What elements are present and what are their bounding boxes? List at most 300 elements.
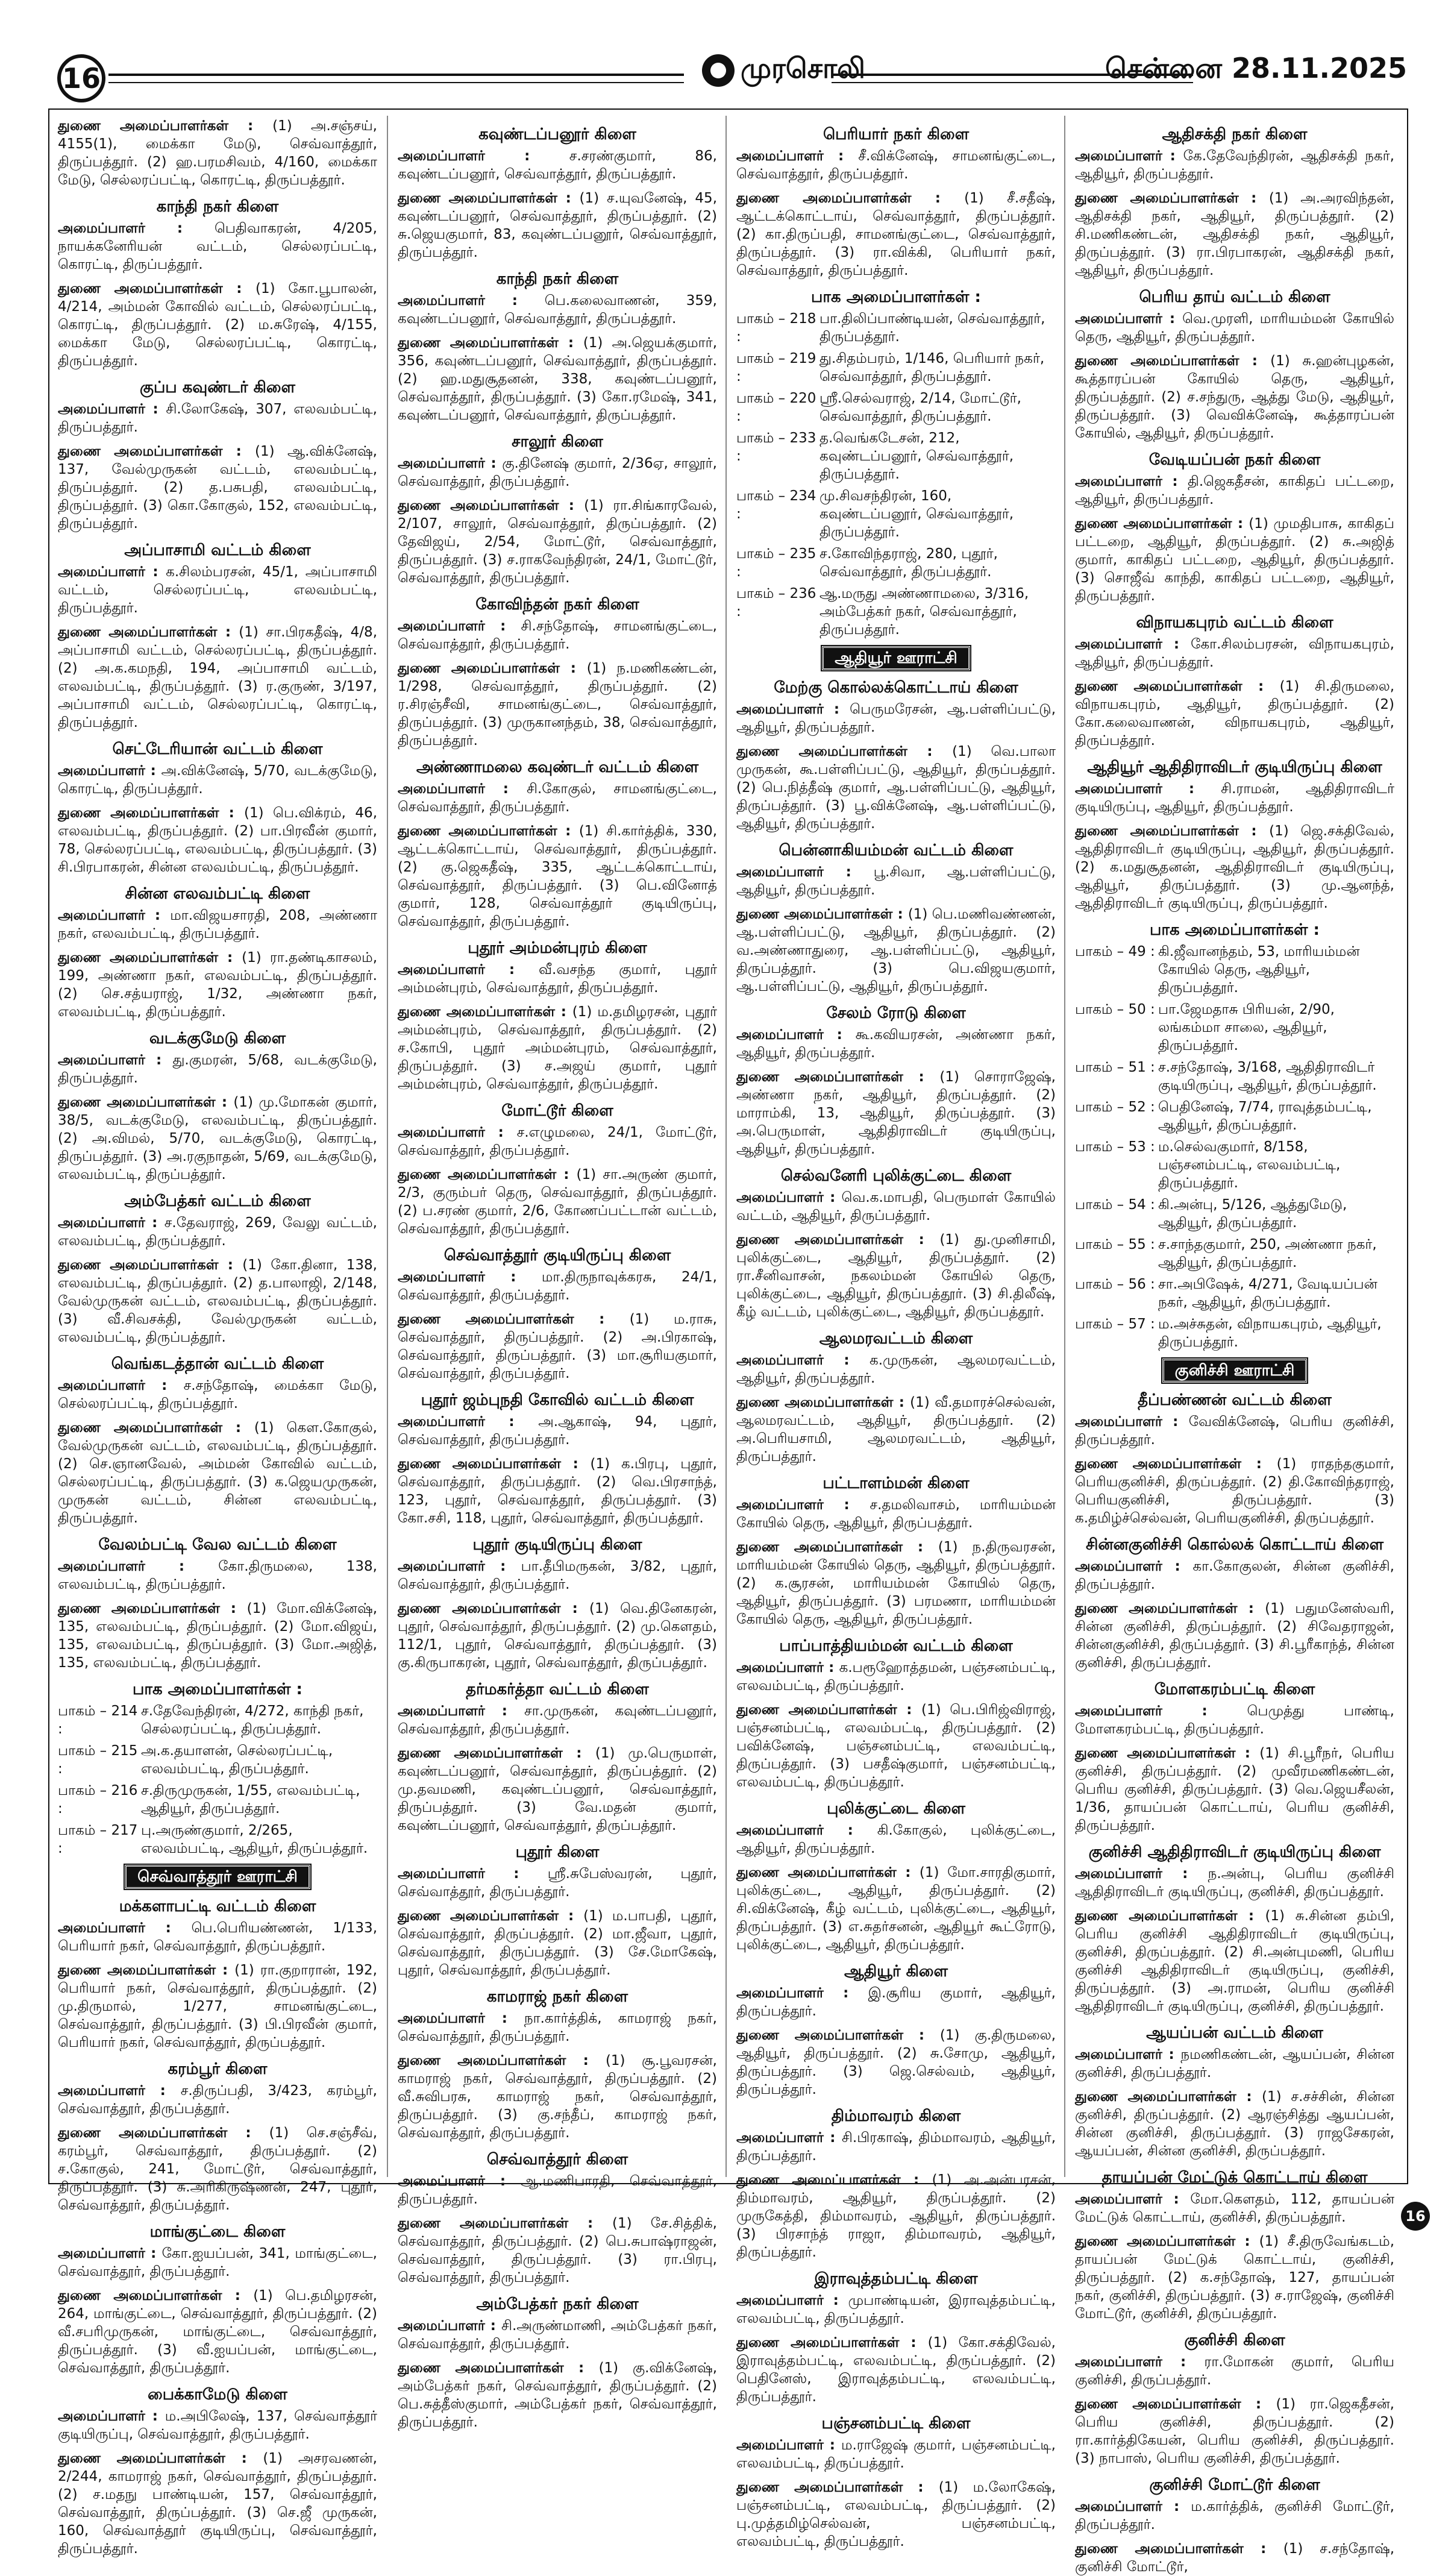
member-paragraph: துணை அமைப்பாளர்கள் : (1) ரா.தண்டிகாசலம், 199, அண்ணா நகர், எலவம்பட்டி, திருப்பத்தூர். (2) செ.சத்யராஜ், 1/32, அண்ணா நகர், எலவம்பட்டி, திருப்பத்தூர். bbox=[58, 950, 378, 1020]
role-label: அமைப்பாளர் : bbox=[398, 148, 569, 164]
role-label: துணை அமைப்பாளர்கள் : bbox=[1075, 2089, 1262, 2105]
role-label: அமைப்பாளர் : bbox=[58, 1920, 192, 1936]
booth-number: பாகம் – 54 : bbox=[1075, 1197, 1155, 1213]
role-label: துணை அமைப்பாளர்கள் : bbox=[398, 1601, 590, 1616]
member-paragraph: அமைப்பாளர் : ம.ராஜேஷ் குமார், பஞ்சனம்பட்டி, எலவம்பட்டி, திருப்பத்தூர். bbox=[736, 2437, 1056, 2471]
branch-heading: செல்வனேரி புலிக்குட்டை கிளை bbox=[780, 1167, 1012, 1185]
member-paragraph: துணை அமைப்பாளர்கள் : (1) மு.மோகன் குமார், 38/5, வடக்குமேடு, எலவம்பட்டி, திருப்பத்தூர். (2) அ.விமல், 5/70, வடக்குமேடு, கொரட்டி, திருப்பத்தூர். (3) அ.ரகுநாதன், 5/69, வடக்குமேடு, எலவம்பட்டி, திருப்பத்தூர். bbox=[58, 1095, 377, 1183]
member-paragraph: துணை அமைப்பாளர்கள் : (1) சா.அருண் குமார், 2/3, குரும்பர் தெரு, செவ்வாத்தூர், திருப்பத்தூர். (2) ப.சரண் குமார், 2/6, கோணப்பட்டான் வட்டம், செவ்வாத்தூர், திருப்பத்தூர். bbox=[398, 1167, 717, 1237]
role-label: துணை அமைப்பாளர்கள் : bbox=[736, 1232, 940, 1248]
member-paragraph: அமைப்பாளர் : தி.ஜெகதீசன், காகிதப் பட்டறை, ஆதியூர், திருப்பத்தூர். bbox=[1075, 474, 1394, 507]
role-label: துணை அமைப்பாளர்கள் : bbox=[736, 906, 908, 922]
role-label: அமைப்பாளர் : bbox=[398, 2318, 501, 2334]
branch-heading: ஆதியூர் கிளை bbox=[844, 1962, 948, 1981]
role-label: அமைப்பாளர் : bbox=[58, 1052, 173, 1068]
role-label: துணை அமைப்பாளர்கள் : bbox=[736, 2172, 932, 2188]
column-4 bbox=[1075, 117, 1395, 2575]
booth-number: பாகம் – 217 : bbox=[58, 1823, 138, 1856]
role-label: துணை அமைப்பாளர்கள் : bbox=[736, 2480, 939, 2495]
branch-heading: விநாயகபுரம் வட்டம் கிளை bbox=[1136, 614, 1333, 632]
member-paragraph: அமைப்பாளர் : மா.திருநாவுக்கரசு, 24/1, செவ்வாத்தூர், திருப்பத்தூர். bbox=[398, 1269, 717, 1303]
booth-number: பாகம் – 57 : bbox=[1075, 1316, 1155, 1332]
member-paragraph: அமைப்பாளர் : பெ.பெரியண்ணன், 1/133, பெரியார் நகர், செவ்வாத்தூர், திருப்பத்தூர். bbox=[58, 1920, 377, 1954]
role-label: அமைப்பாளர் : bbox=[736, 1985, 868, 2001]
branch-heading: பாப்பாத்தியம்மன் வட்டம் கிளை bbox=[779, 1637, 1013, 1655]
member-paragraph: அமைப்பாளர் : மா.விஜயசாரதி, 208, அண்ணா நகர், எலவம்பட்டி, திருப்பத்தூர். bbox=[58, 908, 377, 941]
member-paragraph: துணை அமைப்பாளர்கள் : (1) சே.சித்திக், செவ்வாத்தூர், திருப்பத்தூர். (2) பெ.சுபாஷ்ராஜன், செவ்வாத்தூர், திருப்பத்தூர். (3) ரா.பிரபு, செவ்வாத்தூர், திருப்பத்தூர். bbox=[398, 2216, 717, 2285]
booth-number: பாகம் – 52 : bbox=[1075, 1099, 1155, 1115]
booth-entry bbox=[1075, 1196, 1394, 1232]
branch-heading: சாலூர் கிளை bbox=[512, 433, 603, 451]
page-header bbox=[48, 42, 1407, 108]
role-label: துணை அமைப்பாளர்கள் : bbox=[58, 950, 242, 966]
role-label: துணை அமைப்பாளர்கள் : bbox=[1075, 190, 1269, 206]
role-label: துணை அமைப்பாளர்கள் : bbox=[736, 190, 965, 206]
branch-heading: வேலம்பட்டி வேல வட்டம் கிளை bbox=[98, 1536, 337, 1554]
role-label: துணை அமைப்பாளர்கள் : bbox=[58, 1601, 247, 1616]
role-label: அமைப்பாளர் : bbox=[398, 1559, 521, 1574]
member-paragraph: அமைப்பாளர் : க.முருகன், ஆலமரவட்டம், ஆதியூர், திருப்பத்தூர். bbox=[736, 1352, 1056, 1386]
member-paragraph: துணை அமைப்பாளர்கள் : (1) ம.தமிழரசன், புதூர் அம்மன்புரம், செவ்வாத்தூர், திருப்பத்தூர். (2) ச.கோபி, புதூர் அம்மன்புரம், செவ்வாத்தூர், திருப்பத்தூர். (3) ச.அஜய் குமார், புதூர் அம்மன்புரம், செவ்வாத்தூர், திருப்பத்தூர். bbox=[398, 1004, 718, 1092]
role-label: துணை அமைப்பாளர்கள் : bbox=[1075, 679, 1280, 694]
member-paragraph: அமைப்பாளர் : சி.பிரகாஷ், திம்மாவரம், ஆதியூர், திருப்பத்தூர். bbox=[736, 2130, 1056, 2164]
role-label: அமைப்பாளர் : bbox=[58, 763, 161, 779]
member-paragraph: துணை அமைப்பாளர்கள் : (1) மோ.சாரதிகுமார், புலிக்குட்டை, ஆதியூர், திருப்பத்தூர். (2) சி.விக்னேஷ், கீழ் வட்டம், புலிக்குட்டை, ஆதியூர், திருப்பத்தூர். (3) எ.சுதர்சனன், ஆதியூர் கூட்ரோடு, புலிக்குட்டை, ஆதியூர், திருப்பத்தூர். bbox=[736, 1865, 1056, 1953]
member-paragraph: துணை அமைப்பாளர்கள் : (1) கௌ.கோகுல், வேல்முருகன் வட்டம், எலவம்பட்டி, திருப்பத்தூர். (2) செ.ஞானவேல், அம்மன் கோவில் வட்டம், செல்லரப்பட்டி, திருப்பத்தூர். (3) க.ஜெயமுருகன், முருகன் வட்டம், சின்ன எலவம்பட்டி, திருப்பத்தூர். bbox=[58, 1420, 377, 1526]
role-label: துணை அமைப்பாளர்கள் : bbox=[398, 498, 584, 514]
role-label: துணை அமைப்பாளர்கள் : bbox=[736, 2028, 940, 2043]
role-label: அமைப்பாளர் : bbox=[1075, 148, 1183, 164]
member-paragraph: துணை அமைப்பாளர்கள் : (1) பெ.விக்ரம், 46, எலவம்பட்டி, திருப்பத்தூர். (2) பா.பிரவீன் குமார், 78, செல்லரப்பட்டி, எலவம்பட்டி, திருப்பத்தூர். (3) சி.பிரபாகரன், சின்ன எலவம்பட்டி, திருப்பத்தூர். bbox=[58, 805, 378, 875]
role-label: அமைப்பாளர் : bbox=[1075, 1414, 1189, 1430]
role-label: அமைப்பாளர் : bbox=[58, 564, 166, 580]
footer-page-number: 16 bbox=[1401, 2202, 1430, 2231]
panchayat-banner: செவ்வாத்தூர் ஊராட்சி bbox=[125, 1865, 310, 1889]
member-paragraph: துணை அமைப்பாளர்கள் : (1) ரா.ஜெகதீசன், பெரிய குனிச்சி, திருப்பத்தூர். (2) ரா.கார்த்திகேயன், பெரிய குனிச்சி, திருப்பத்தூர். (3) நாபாஸ், பெரிய குனிச்சி, திருப்பத்தூர். bbox=[1075, 2396, 1394, 2466]
role-label: துணை அமைப்பாளர்கள் : bbox=[736, 744, 953, 759]
role-label: அமைப்பாளர் : bbox=[736, 864, 874, 880]
branch-heading: குனிச்சி மோட்டூர் கிளை bbox=[1149, 2476, 1320, 2494]
member-paragraph: துணை அமைப்பாளர்கள் : (1) ம.பாபதி, புதூர், செவ்வாத்தூர், திருப்பத்தூர். (2) மா.ஜீவா, புதூர், செவ்வாத்தூர், திருப்பத்தூர். (3) சே.மோகேஷ், புதூர், செவ்வாத்தூர், திருப்பத்தூர். bbox=[398, 1908, 717, 1978]
column-divider bbox=[387, 116, 388, 2177]
role-label: துணை அமைப்பாளர்கள் : bbox=[736, 2335, 928, 2351]
booth-entry bbox=[736, 585, 1056, 639]
role-label: அமைப்பாளர் : bbox=[398, 2011, 524, 2026]
booth-number: பாகம் – 219 : bbox=[736, 351, 816, 385]
branch-heading: காந்தி நகர் கிளை bbox=[496, 270, 619, 288]
role-label: அமைப்பாளர் : bbox=[736, 148, 859, 164]
member-paragraph: அமைப்பாளர் : சி.சந்தோஷ், சாமனங்குட்டை, செவ்வாத்தூர், திருப்பத்தூர். bbox=[398, 618, 717, 652]
member-paragraph: அமைப்பாளர் : ச.திருப்பதி, 3/423, கரம்பூர், செவ்வாத்தூர், திருப்பத்தூர். bbox=[58, 2083, 377, 2117]
branch-heading: புதூர் குடியிருப்பு கிளை bbox=[472, 1536, 642, 1554]
member-paragraph: துணை அமைப்பாளர்கள் : (1) பெ.பிரிஜ்விராஜ், பஞ்சனம்பட்டி, எலவம்பட்டி, திருப்பத்தூர். (2) பவிக்னேஷ், பஞ்சனம்பட்டி, எலவம்பட்டி, திருப்பத்தூர். (3) பசதீஷ்குமார், பஞ்சனம்பட்டி, எலவம்பட்டி, திருப்பத்தூர். bbox=[736, 1702, 1056, 1790]
branch-heading: செட்டேரியான் வட்டம் கிளை bbox=[112, 740, 323, 758]
booth-entry bbox=[1075, 1058, 1394, 1095]
role-label: துணை அமைப்பாளர்கள் : bbox=[736, 1539, 938, 1555]
role-label: அமைப்பாளர் : bbox=[736, 1823, 877, 1838]
branch-heading: வெங்கடத்தான் வட்டம் கிளை bbox=[111, 1355, 324, 1373]
member-paragraph: அமைப்பாளர் : கூ.கவியரசன், அண்ணா நகர், ஆதியூர், திருப்பத்தூர். bbox=[736, 1027, 1056, 1061]
column-divider bbox=[725, 116, 727, 2177]
role-label: அமைப்பாளர் : bbox=[58, 401, 166, 417]
member-paragraph: துணை அமைப்பாளர்கள் : (1) பெ.தமிழரசன், 264, மாங்குட்டை, செவ்வாத்தூர், திருப்பத்தூர். (2) வீ.சபரிமுருகன், மாங்குட்டை, செவ்வாத்தூர், திருப்பத்தூர். (3) வீ.ஐயப்பன், மாங்குட்டை, செவ்வாத்தூர், திருப்பத்தூர். bbox=[58, 2288, 377, 2376]
branch-heading: வேடியப்பன் நகர் கிளை bbox=[1148, 451, 1321, 469]
member-paragraph: அமைப்பாளர் : சி.அருண்மாணி, அம்பேத்கர் நகர், செவ்வாத்தூர், திருப்பத்தூர். bbox=[398, 2318, 717, 2352]
booth-organiser: ச.கோவிந்தராஜ், 280, புதூர், செவ்வாத்தூர், திருப்பத்தூர். bbox=[819, 546, 998, 580]
booth-number: பாகம் – 49 : bbox=[1075, 944, 1155, 960]
role-label: துணை அமைப்பாளர்கள் : bbox=[398, 823, 579, 839]
branch-heading: புதூர் ஜம்புநதி கோவில் வட்டம் கிளை bbox=[421, 1391, 694, 1409]
member-paragraph: துணை அமைப்பாளர்கள் : (1) க.பிரபு, புதூர், செவ்வாத்தூர், திருப்பத்தூர். (2) வெ.பிரசாந்த், 123, புதூர், செவ்வாத்தூர், திருப்பத்தூர். (3) கோ.சசி, 118, புதூர், செவ்வாத்தூர், திருப்பத்தூர். bbox=[398, 1456, 717, 1526]
role-label: அமைப்பாளர் : bbox=[398, 2173, 521, 2189]
member-paragraph: துணை அமைப்பாளர்கள் : (1) கு.விக்னேஷ், அம்பேத்கர் நகர், செவ்வாத்தூர், திருப்பத்தூர். (2) பெ.சுத்தீஸ்குமார், அம்பேத்கர் நகர், செவ்வாத்தூர், திருப்பத்தூர். bbox=[398, 2360, 717, 2430]
sub-heading: பாக அமைப்பாளர்கள் : bbox=[811, 288, 981, 306]
member-paragraph: துணை அமைப்பாளர்கள் : (1) ஆ.விக்னேஷ், 137, வேல்முருகன் வட்டம், எலவம்பட்டி, திருப்பத்தூர். (2) த.பசுபதி, எலவம்பட்டி, திருப்பத்தூர். (3) கொ.கோகுல், 152, எலவம்பட்டி, திருப்பத்தூர். bbox=[58, 444, 377, 532]
booth-entry bbox=[1075, 1275, 1394, 1312]
member-paragraph: அமைப்பாளர் : இ.சூரிய குமார், ஆதியூர், திருப்பத்தூர். bbox=[736, 1985, 1056, 2019]
branch-heading: பட்டாளம்மன் கிளை bbox=[823, 1474, 970, 1492]
member-paragraph: அமைப்பாளர் : நா.கார்த்திக், காமராஜ் நகர், செவ்வாத்தூர், திருப்பத்தூர். bbox=[398, 2011, 717, 2044]
member-paragraph: துணை அமைப்பாளர்கள் : (1) வெ.பாலா முருகன், கூ.பள்ளிப்பட்டு, ஆதியூர், திருப்பத்தூர். (2) பெ.நித்தீஷ் குமார், ஆ.பள்ளிப்பட்டு, ஆதியூர், திருப்பத்தூர். (3) பூ.விக்னேஷ், ஆ.பள்ளிப்பட்டு, ஆதியூர், திருப்பத்தூர். bbox=[736, 744, 1056, 832]
booth-organiser: ஆ.மருது அண்ணாமலை, 3/316, அம்பேத்கர் நகர், செவ்வாத்தூர், திருப்பத்தூர். bbox=[819, 586, 1029, 638]
member-paragraph: அமைப்பாளர் : ந.அன்பு, பெரிய குனிச்சி ஆதிதிராவிடர் குடியிருப்பு, குனிச்சி, திருப்பத்தூர். bbox=[1075, 1866, 1394, 1900]
role-label: அமைப்பாளர் : bbox=[736, 1352, 870, 1368]
member-paragraph: துணை அமைப்பாளர்கள் : (1) முமதிபாசு, காகிதப் பட்டறை, ஆதியூர், திருப்பத்தூர். (2) சு.அஜித் குமார், காகிதப் பட்டறை, ஆதியூர், திருப்பத்தூர். (3) சொஜீவ் காந்தி, காகிதப் பட்டறை, ஆதியூர், திருப்பத்தூர். bbox=[1075, 516, 1394, 604]
member-paragraph: அமைப்பாளர் : பெமுத்து பாண்டி, மோளகரம்பட்டி, திருப்பத்தூர். bbox=[1075, 1703, 1394, 1737]
role-label: அமைப்பாளர் : bbox=[398, 1703, 524, 1719]
member-paragraph: துணை அமைப்பாளர்கள் : (1) கோ.பூபாலன், 4/214, அம்மன் கோவில் வட்டம், செல்லரப்பட்டி, கொரட்டி, திருப்பத்தூர். (2) ம.சுரேஷ், 4/155, மைக்கா மேடு, செல்லரப்பட்டி, கொரட்டி, திருப்பத்தூர். bbox=[58, 281, 377, 369]
booth-organiser: த.வெங்கடேசன், 212, கவுண்டப்பனூர், செவ்வாத்தூர், திருப்பத்தூர். bbox=[819, 430, 1014, 482]
member-paragraph: அமைப்பாளர் : ம.கார்த்திக், குனிச்சி மோட்டூர், திருப்பத்தூர். bbox=[1075, 2499, 1394, 2533]
member-paragraph: துணை அமைப்பாளர்கள் : (1) ச.சச்சின், சின்ன குனிச்சி, திருப்பத்தூர். (2) ஆரஞ்சித்து ஆயப்பன், சின்ன குனிச்சி, திருப்பத்தூர். (3) ராஜசேகரன், ஆயப்பன், சின்ன குனிச்சி, திருப்பத்தூர். bbox=[1075, 2089, 1395, 2159]
member-paragraph: துணை அமைப்பாளர்கள் : (1) ம.லோகேஷ், பஞ்சனம்பட்டி, எலவம்பட்டி, திருப்பத்தூர். (2) பு.முத்தமிழ்செல்வன், பஞ்சனம்பட்டி, எலவம்பட்டி, திருப்பத்தூர். bbox=[736, 2480, 1056, 2549]
role-label: அமைப்பாளர் : bbox=[736, 702, 850, 717]
member-paragraph: அமைப்பாளர் : க.பரூஹோத்தமன், பஞ்சனம்பட்டி, எலவம்பட்டி, திருப்பத்தூர். bbox=[736, 1660, 1056, 1694]
member-paragraph: துணை அமைப்பாளர்கள் : (1) சு.ஹன்புழகன், கூத்தாரப்பன் கோயில் தெரு, ஆதியூர், திருப்பத்தூர். (2) ச.சந்துரு, ஆத்து மேடு, ஆதியூர், திருப்பத்தூர். (3) வெவிக்னேஷ், கூத்தாரப்பன் கோயில், ஆதியூர், திருப்பத்தூர். bbox=[1075, 353, 1394, 441]
sub-heading: பாக அமைப்பாளர்கள் : bbox=[133, 1680, 302, 1698]
member-paragraph: துணை அமைப்பாளர்கள் : (1) ந.மணிகண்டன், 1/298, செவ்வாத்தூர், திருப்பத்தூர். (2) ர.சிரஞ்சீவி, சாமனங்குட்டை, செவ்வாத்தூர், திருப்பத்தூர். (3) முருகானந்தம், 38, செவ்வாத்தூர், திருப்பத்தூர். bbox=[398, 661, 718, 749]
role-label: துணை அமைப்பாளர்கள் : bbox=[398, 1745, 595, 1761]
member-paragraph: துணை அமைப்பாளர்கள் : (1) வெ.தினேகரன், புதூர், செவ்வாத்தூர், திருப்பத்தூர். (2) மு.கௌதம், 112/1, புதூர், செவ்வாத்தூர், திருப்பத்தூர். (3) கு.கிருபாகரன், புதூர், செவ்வாத்தூர், திருப்பத்தூர். bbox=[398, 1601, 717, 1671]
booth-entry bbox=[736, 429, 1056, 483]
member-paragraph: அமைப்பாளர் : பெதிவாகரன், 4/205, நாயக்கனேரியன் வட்டம், செல்லரப்பட்டி, கொரட்டி, திருப்பத்தூர். bbox=[58, 221, 377, 272]
role-label: துணை அமைப்பாளர்கள் : bbox=[1075, 1908, 1265, 1924]
member-paragraph: அமைப்பாளர் : மோ.கௌதம், 112, தாயப்பன் மேட்டுக் கொட்டாய், குனிச்சி, திருப்பத்தூர். bbox=[1075, 2191, 1394, 2225]
booth-organiser: ஸ்ரீ.செல்வராஜ், 2/14, மோட்டூர், செவ்வாத்தூர், திருப்பத்தூர். bbox=[819, 391, 1021, 424]
column-1 bbox=[58, 117, 378, 2557]
member-paragraph: அமைப்பாளர் : ரா.மோகன் குமார், பெரிய குனிச்சி, திருப்பத்தூர். bbox=[1075, 2354, 1394, 2388]
branch-heading: ஆதிசக்தி நகர் கிளை bbox=[1162, 125, 1308, 143]
member-paragraph: துணை அமைப்பாளர்கள் : (1) சி.திருமலை, விநாயகபுரம், ஆதியூர், திருப்பத்தூர். (2) கோ.கலைவாணன், விநாயகபுரம், ஆதியூர், திருப்பத்தூர். bbox=[1075, 679, 1394, 749]
role-label: அமைப்பாளர் : bbox=[736, 1497, 870, 1513]
booth-organiser: ச.சந்தோஷ், 3/168, ஆதிதிராவிடர் குடியிருப்பு, ஆதியூர், திருப்பத்தூர். bbox=[1158, 1060, 1377, 1093]
member-paragraph: துணை அமைப்பாளர்கள் : (1) கோ.சக்திவேல், இராவுத்தம்பட்டி, எலவம்பட்டி, திருப்பத்தூர். (2) பெதினேஸ், இராவுத்தம்பட்டி, எலவம்பட்டி, திருப்பத்தூர். bbox=[736, 2335, 1056, 2405]
branch-heading: ஆலமரவட்டம் கிளை bbox=[819, 1330, 973, 1348]
booth-number: பாகம் – 51 : bbox=[1075, 1060, 1155, 1075]
role-label: அமைப்பாளர் : bbox=[58, 2246, 162, 2261]
role-label: அமைப்பாளர் : bbox=[1075, 781, 1221, 797]
booth-organiser: சா.அபிஷேக், 4/271, வேடியப்பன் நகர், ஆதியூர், திருப்பத்தூர். bbox=[1158, 1277, 1377, 1310]
role-label: துணை அமைப்பாளர்கள் : bbox=[1075, 2396, 1276, 2412]
role-label: துணை அமைப்பாளர்கள் : bbox=[398, 2360, 599, 2376]
role-label: அமைப்பாளர் : bbox=[736, 2130, 842, 2146]
role-label: அமைப்பாளர் : bbox=[736, 1190, 842, 1205]
booth-organiser: பெதினேஷ், 7/74, ராவுத்தம்பட்டி, ஆதியூர், திருப்பத்தூர். bbox=[1158, 1099, 1372, 1133]
branch-heading: மேற்கு கொல்லக்கொட்டாய் கிளை bbox=[774, 679, 1018, 697]
role-label: துணை அமைப்பாளர்கள் : bbox=[398, 2053, 606, 2069]
member-paragraph: அமைப்பாளர் : பா.தீபிமருகன், 3/82, புதூர், செவ்வாத்தூர், திருப்பத்தூர். bbox=[398, 1559, 717, 1592]
role-label: துணை அமைப்பாளர்கள் : bbox=[398, 1312, 630, 1327]
member-paragraph: அமைப்பாளர் : வெ.க.மாபதி, பெருமாள் கோயில் வட்டம், ஆதியூர், திருப்பத்தூர். bbox=[736, 1190, 1056, 1224]
member-paragraph: அமைப்பாளர் : கோ.திருமலை, 138, எலவம்பட்டி, திருப்பத்தூர். bbox=[58, 1559, 377, 1592]
role-label: துணை அமைப்பாளர்கள் : bbox=[398, 2216, 613, 2231]
member-paragraph: அமைப்பாளர் : பெருமரேசன், ஆ.பள்ளிப்பட்டு, ஆதியூர், திருப்பத்தூர். bbox=[736, 702, 1056, 735]
member-paragraph: துணை அமைப்பாளர்கள் : (1) சா.பிரகதீஷ், 4/8, அப்பாசாமி வட்டம், செல்லரப்பட்டி, திருப்பத்தூர். (2) அ.க.கமநதி, 194, அப்பாசாமி வட்டம், எலவம்பட்டி, திருப்பத்தூர். (3) ர.குருண், 3/197, அப்பாசாமி வட்டம், செல்லரப்பட்டி, கொரட்டி, திருப்பத்தூர். bbox=[58, 624, 378, 730]
role-label: அமைப்பாளர் : bbox=[1075, 311, 1183, 327]
booth-number: பாகம் – 234 : bbox=[736, 488, 816, 522]
member-paragraph: அமைப்பாளர் : கி.கோகுல், புலிக்குட்டை, ஆதியூர், திருப்பத்தூர். bbox=[736, 1823, 1056, 1856]
member-paragraph: அமைப்பாளர் : ச.சந்தோஷ், மைக்கா மேடு, செல்லரப்பட்டி, திருப்பத்தூர். bbox=[58, 1378, 377, 1412]
member-paragraph: அமைப்பாளர் : து.குமரன், 5/68, வடக்குமேடு, திருப்பத்தூர். bbox=[58, 1052, 377, 1086]
role-label: அமைப்பாளர் : bbox=[736, 2437, 841, 2453]
dateline: சென்னை 28.11.2025 bbox=[1105, 52, 1407, 84]
branch-heading: மோட்டூர் கிளை bbox=[501, 1102, 613, 1120]
booth-entry bbox=[58, 1782, 377, 1818]
branch-heading: சின்னகுனிச்சி கொல்லக் கொட்டாய் கிளை bbox=[1085, 1536, 1384, 1554]
booth-number: பாகம் – 220 : bbox=[736, 391, 816, 424]
role-label: அமைப்பாளர் : bbox=[58, 908, 171, 923]
role-label: துணை அமைப்பாளர்கள் : bbox=[58, 805, 244, 821]
booth-entry bbox=[736, 545, 1056, 581]
branch-heading: தாயப்பன் மேட்டுக் கொட்டாய் கிளை bbox=[1101, 2169, 1368, 2187]
member-paragraph: அமைப்பாளர் : கோ.ஐயப்பன், 341, மாங்குட்டை, செவ்வாத்தூர், திருப்பத்தூர். bbox=[58, 2246, 377, 2279]
branch-heading: மாங்குட்டை கிளை bbox=[149, 2223, 286, 2241]
booth-organiser: பா.திலிப்பாண்டியன், செவ்வாத்தூர், திருப்பத்தூர். bbox=[819, 311, 1045, 345]
booth-number: பாகம் – 235 : bbox=[736, 546, 816, 580]
branch-heading: மோளகரம்பட்டி கிளை bbox=[1154, 1680, 1315, 1698]
booth-entry bbox=[1075, 1236, 1394, 1272]
role-label: துணை அமைப்பாளர்கள் : bbox=[398, 335, 583, 351]
member-paragraph: துணை அமைப்பாளர்கள் : (1) பதுமனேஸ்வரி, சின்ன குனிச்சி, திருப்பத்தூர். (2) சிவேதராஜன், சின்னகுனிச்சி, திருப்பத்தூர். (3) சி.பூரீகாந்த், சின்ன குனிச்சி, திருப்பத்தூர். bbox=[1075, 1601, 1394, 1671]
booth-entry bbox=[58, 1742, 377, 1778]
member-paragraph: துணை அமைப்பாளர்கள் : (1) ம.ராசு, செவ்வாத்தூர், திருப்பத்தூர். (2) அ.பிரகாஷ், செவ்வாத்தூர், திருப்பத்தூர். (3) மா.சூரியகுமார், செவ்வாத்தூர், திருப்பத்தூர். bbox=[398, 1312, 717, 1381]
branch-heading: வடக்குமேடு கிளை bbox=[149, 1029, 286, 1048]
member-paragraph: துணை அமைப்பாளர்கள் : (1) சொராஜேஷ், அண்ணா நகர், ஆதியூர், திருப்பத்தூர். (2) மாராம்கி, 13, ஆதியூர், திருப்பத்தூர். (3) அ.பெருமாள், ஆதிதிராவிடர் குடியிருப்பு, ஆதியூர், திருப்பத்தூர். bbox=[736, 1069, 1056, 1157]
role-label: அமைப்பாளர் : bbox=[398, 1414, 539, 1430]
branch-heading: செவ்வாத்தூர் கிளை bbox=[486, 2150, 628, 2169]
role-label: துணை அமைப்பாளர்கள் : bbox=[398, 190, 580, 206]
booth-entry bbox=[1075, 943, 1394, 997]
role-label: துணை அமைப்பாளர்கள் : bbox=[398, 1004, 572, 1020]
branch-heading: புதூர் அம்மன்புரம் கிளை bbox=[468, 939, 647, 957]
role-label: துணை அமைப்பாளர்கள் : bbox=[736, 1069, 940, 1085]
role-label: துணை அமைப்பாளர்கள் : bbox=[1075, 2234, 1259, 2249]
member-paragraph: அமைப்பாளர் : முபாண்டியன், இராவுத்தம்பட்டி, எலவம்பட்டி, திருப்பத்தூர். bbox=[736, 2293, 1056, 2326]
branch-heading: புலிக்குட்டை கிளை bbox=[827, 1800, 965, 1818]
booth-organiser: து.சிதம்பரம், 1/146, பெரியார் நகர், செவ்வாத்தூர், திருப்பத்தூர். bbox=[819, 351, 1045, 385]
role-label: அமைப்பாளர் : bbox=[58, 1378, 184, 1393]
member-paragraph: அமைப்பாளர் : க.சிலம்பரசன், 45/1, அப்பாசாமி வட்டம், செல்லரப்பட்டி, எலவம்பட்டி, திருப்பத்தூர். bbox=[58, 564, 377, 616]
member-paragraph: துணை அமைப்பாளர்கள் : (1) ஜெ.சக்திவேல், ஆதிதிராவிடர் குடியிருப்பு, ஆதியூர், திருப்பத்தூர். (2) க.மதுசூதனன், ஆதிதிராவிடர் குடியிருப்பு, ஆதியூர், திருப்பத்தூர். (3) மு.ஆனந்த், ஆதிதிராவிடர் குடியிருப்பு, திருப்பத்தூர். bbox=[1075, 823, 1394, 911]
role-label: அமைப்பாளர் : bbox=[398, 962, 539, 978]
branch-heading: சேலம் ரோடு கிளை bbox=[826, 1004, 966, 1022]
role-label: அமைப்பாளர் : bbox=[1075, 474, 1188, 489]
member-paragraph: அமைப்பாளர் : ஸ்ரீ.சுபேஸ்வரன், புதூர், செவ்வாத்தூர், திருப்பத்தூர். bbox=[398, 1866, 717, 1900]
member-paragraph: அமைப்பாளர் : வெ.முரளி, மாரியம்மன் கோயில் தெரு, ஆதியூர், திருப்பத்தூர். bbox=[1075, 311, 1394, 345]
booth-number: பாகம் – 236 : bbox=[736, 586, 816, 620]
branch-heading: குப்ப கவுண்டர் கிளை bbox=[140, 379, 295, 397]
role-label: துணை அமைப்பாளர்கள் : bbox=[58, 624, 239, 640]
role-label: துணை அமைப்பாளர்கள் : bbox=[58, 1962, 235, 1978]
member-paragraph: துணை அமைப்பாளர்கள் : (1) அ.சஞ்சய், 4155(1), மைக்கா மேடு, செவ்வாத்தூர், திருப்பத்தூர். (2) ஹ.பரமசிவம், 4/160, மைக்கா மேடு, செல்லரப்பட்டி, கொரட்டி, திருப்பத்தூர். bbox=[58, 118, 377, 188]
member-paragraph: துணை அமைப்பாளர்கள் : (1) கோ.தினா, 138, எலவம்பட்டி, திருப்பத்தூர். (2) த.பாலாஜி, 2/148, வேல்முருகன் வட்டம், எலவம்பட்டி, திருப்பத்தூர். (3) வீ.சிவசக்தி, வேல்முருகன் வட்டம், எலவம்பட்டி, திருப்பத்தூர். bbox=[58, 1257, 377, 1345]
booth-entry bbox=[736, 310, 1056, 346]
branch-heading: குனிச்சி கிளை bbox=[1184, 2331, 1285, 2349]
logo-icon bbox=[702, 54, 735, 87]
branch-heading: கோவிந்தன் நகர் கிளை bbox=[475, 595, 639, 614]
role-label: துணை அமைப்பாளர்கள் : bbox=[1075, 1745, 1260, 1761]
member-paragraph: அமைப்பாளர் : ச.சரண்குமார், 86, கவுண்டப்பனூர், செவ்வாத்தூர், திருப்பத்தூர். bbox=[398, 148, 717, 182]
role-label: அமைப்பாளர் : bbox=[1075, 1559, 1193, 1574]
role-label: துணை அமைப்பாளர்கள் : bbox=[1075, 516, 1249, 532]
role-label: துணை அமைப்பாளர்கள் : bbox=[1075, 2541, 1283, 2557]
branch-heading: அண்ணாமலை கவுண்டர் வட்டம் கிளை bbox=[416, 758, 699, 776]
branch-heading: குனிச்சி ஆதிதிராவிடர் குடியிருப்பு கிளை bbox=[1088, 1843, 1381, 1861]
member-paragraph: துணை அமைப்பாளர்கள் : (1) ரா.குறாரான், 192, பெரியார் நகர், செவ்வாத்தூர், திருப்பத்தூர். (2) மு.திருமால், 1/277, சாமனங்குட்டை, செவ்வாத்தூர், திருப்பத்தூர். (3) பி.பிரவீன் குமார், பெரியார் நகர், செவ்வாத்தூர், திருப்பத்தூர். bbox=[58, 1962, 377, 2050]
member-paragraph: துணை அமைப்பாளர்கள் : (1) செ.சஞ்சீவ், கரம்பூர், செவ்வாத்தூர், திருப்பத்தூர். (2) ச.கோகுல், 241, மோட்டூர், செவ்வாத்தூர், திருப்பத்தூர். (3) சு.அரிகிருஷ்ணன், 247, புதூர், செவ்வாத்தூர், திருப்பத்தூர். bbox=[58, 2125, 377, 2213]
member-paragraph: அமைப்பாளர் : வேவிக்னேஷ், பெரிய குனிச்சி, திருப்பத்தூர். bbox=[1075, 1414, 1394, 1448]
branch-heading: பெரிய தாய் வட்டம் கிளை bbox=[1139, 288, 1330, 306]
sub-heading: பாக அமைப்பாளர்கள் : bbox=[1150, 921, 1320, 939]
branch-heading: இராவுத்தம்பட்டி கிளை bbox=[814, 2270, 978, 2288]
booth-organiser: கி.ஜீவானந்தம், 53, மாரியம்மன் கோயில் தெரு, ஆதியூர், திருப்பத்தூர். bbox=[1158, 944, 1360, 996]
booth-entry bbox=[736, 350, 1056, 386]
member-paragraph: துணை அமைப்பாளர்கள் : (1) ராதந்தகுமார், பெரியகுனிச்சி, திருப்பத்தூர். (2) தி.கோவிந்தராஜ், பெரியகுனிச்சி, திருப்பத்தூர். (3) க.தமிழ்ச்செல்வன், பெரியகுனிச்சி, திருப்பத்தூர். bbox=[1075, 1456, 1394, 1526]
member-paragraph: அமைப்பாளர் : சா.முருகன், கவுண்டப்பனூர், செவ்வாத்தூர், திருப்பத்தூர். bbox=[398, 1703, 717, 1737]
header-rule-left bbox=[108, 74, 684, 83]
member-paragraph: துணை அமைப்பாளர்கள் : (1) மு.பெருமாள், கவுண்டப்பனூர், செவ்வாத்தூர், திருப்பத்தூர். (2) மு.தவமணி, கவுண்டப்பனூர், செவ்வாத்தூர், திருப்பத்தூர். (3) வே.மதன் குமார், கவுண்டப்பனூர், செவ்வாத்தூர், திருப்பத்தூர். bbox=[398, 1745, 717, 1833]
branch-heading: புதூர் கிளை bbox=[515, 1843, 600, 1861]
booth-organiser: பு.அருண்குமார், 2/265, எலவம்பட்டி, ஆதியூர், திருப்பத்தூர். bbox=[141, 1823, 368, 1856]
role-label: துணை அமைப்பாளர்கள் : bbox=[58, 2125, 269, 2141]
booth-entry bbox=[58, 1821, 377, 1858]
booth-number: பாகம் – 55 : bbox=[1075, 1237, 1155, 1252]
role-label: துணை அமைப்பாளர்கள் : bbox=[1075, 1601, 1265, 1616]
booth-number: பாகம் – 50 : bbox=[1075, 1002, 1155, 1017]
role-label: துணை அமைப்பாளர்கள் : bbox=[1075, 823, 1270, 839]
member-paragraph: துணை அமைப்பாளர்கள் : (1) அ.அரவிந்தன், ஆதிசக்தி நகர், ஆதியூர், திருப்பத்தூர். (2) சி.மணிகண்டன், ஆதிசக்தி நகர், ஆதியூர், திருப்பத்தூர். (3) ரா.பிரபாகரன், ஆதிசக்தி நகர், ஆதியூர், திருப்பத்தூர். bbox=[1075, 190, 1394, 278]
role-label: அமைப்பாளர் : bbox=[736, 2293, 848, 2308]
role-label: துணை அமைப்பாளர்கள் : bbox=[736, 1702, 922, 1718]
branch-heading: கவுண்டப்பனூர் கிளை bbox=[478, 125, 636, 143]
role-label: அமைப்பாளர் : bbox=[1075, 636, 1191, 652]
role-label: அமைப்பாளர் : bbox=[398, 1269, 542, 1285]
branch-heading: தர்மகர்த்தா வட்டம் கிளை bbox=[466, 1680, 649, 1698]
booth-organiser: ம.அச்சுதன், விநாயகபுரம், ஆதியூர், திருப்பத்தூர். bbox=[1158, 1316, 1382, 1350]
booth-organiser: ம.செல்வகுமார், 8/158, பஞ்சனம்பட்டி, எலவம்பட்டி, திருப்பத்தூர். bbox=[1158, 1139, 1341, 1191]
role-label: துணை அமைப்பாளர்கள் : bbox=[58, 2451, 263, 2466]
member-paragraph: துணை அமைப்பாளர்கள் : (1) ரா.சிங்காரவேல், 2/107, சாலூர், செவ்வாத்தூர், திருப்பத்தூர். (2) தேவிஜய், 2/54, மோட்டூர், செவ்வாத்தூர், திருப்பத்தூர். (3) ச.ராகவேந்திரன், 24/1, மோட்டூர், செவ்வாத்தூர், திருப்பத்தூர். bbox=[398, 498, 718, 586]
member-paragraph: அமைப்பாளர் : கே.தேவேந்திரன், ஆதிசக்தி நகர், ஆதியூர், திருப்பத்தூர். bbox=[1075, 148, 1394, 182]
booth-entry bbox=[1075, 1315, 1394, 1351]
role-label: அமைப்பாளர் : bbox=[736, 1027, 856, 1043]
member-paragraph: துணை அமைப்பாளர்கள் : (1) சி.பூரீநர், பெரிய குனிச்சி, திருப்பத்தூர். (2) முவீரமணிகண்டன், பெரிய குனிச்சி, திருப்பத்தூர். (3) வெ.ஜெயசீலன், 1/36, தாயப்பன் கொட்டாய், பெரிய குனிச்சி, திருப்பத்தூர். bbox=[1075, 1745, 1394, 1833]
branch-heading: ஆதியூர் ஆதிதிராவிடர் குடியிருப்பு கிளை bbox=[1087, 758, 1382, 776]
member-paragraph: துணை அமைப்பாளர்கள் : (1) அசரவணன், 2/244, காமராஜ் நகர், செவ்வாத்தூர், திருப்பத்தூர். (2) ச.மதநு பாண்டியன், 157, செவ்வாத்தூர், செவ்வாத்தூர், திருப்பத்தூர். (3) செ.ஜீ முருகன், 160, செவ்வாத்தூர் குடியிருப்பு, செவ்வாத்தூர், திருப்பத்தூர். bbox=[58, 2451, 377, 2557]
member-paragraph: அமைப்பாளர் : கு.தினேஷ் குமார், 2/36ஏ, சாலூர், செவ்வாத்தூர், திருப்பத்தூர். bbox=[398, 456, 717, 489]
member-paragraph: அமைப்பாளர் : ச.தமலிவாசம், மாரியம்மன் கோயில் தெரு, ஆதியூர், திருப்பத்தூர். bbox=[736, 1497, 1056, 1531]
role-label: துணை அமைப்பாளர்கள் : bbox=[58, 1420, 254, 1436]
role-label: அமைப்பாளர் : bbox=[1075, 2047, 1181, 2062]
branch-heading: கரம்பூர் கிளை bbox=[168, 2060, 268, 2078]
booth-entry bbox=[736, 389, 1056, 426]
member-paragraph: துணை அமைப்பாளர்கள் : (1) கு.திருமலை, ஆதியூர், திருப்பத்தூர். (2) சு.சோமு, ஆதியூர், திருப்பத்தூர். (3) ஜெ.செல்வம், ஆதியூர், திருப்பத்தூர். bbox=[736, 2028, 1056, 2097]
column-divider bbox=[1064, 116, 1065, 2177]
masthead-title: முரசொலி bbox=[741, 52, 865, 84]
booth-number: பாகம் – 233 : bbox=[736, 430, 816, 464]
role-label: துணை அமைப்பாளர்கள் : bbox=[398, 1456, 591, 1472]
role-label: துணை அமைப்பாளர்கள் : bbox=[1075, 1456, 1277, 1472]
booth-number: பாகம் – 53 : bbox=[1075, 1139, 1155, 1155]
branch-heading: செவ்வாத்தூர் குடியிருப்பு கிளை bbox=[443, 1246, 671, 1264]
branch-heading: அப்பாசாமி வட்டம் கிளை bbox=[124, 541, 311, 559]
member-paragraph: அமைப்பாளர் : நமணிகண்டன், ஆயப்பன், சின்ன குனிச்சி, திருப்பத்தூர். bbox=[1075, 2047, 1394, 2081]
member-paragraph: துணை அமைப்பாளர்கள் : (1) மோ.விக்னேஷ், 135, எலவம்பட்டி, திருப்பத்தூர். (2) மோ.விஜய், 135, எலவம்பட்டி, திருப்பத்தூர். (3) மோ.அஜித், 135, எலவம்பட்டி, திருப்பத்தூர். bbox=[58, 1601, 378, 1671]
member-paragraph: அமைப்பாளர் : அ.ஆகாஷ், 94, புதூர், செவ்வாத்தூர், திருப்பத்தூர். bbox=[398, 1414, 717, 1448]
booth-entry bbox=[1075, 1098, 1394, 1134]
booth-entry bbox=[1075, 1138, 1394, 1192]
booth-organiser: பா.ஜேமதாசு பிரியன், 2/90, லங்கம்மா சாலை, ஆதியூர், திருப்பத்தூர். bbox=[1158, 1002, 1335, 1054]
role-label: அமைப்பாளர் : bbox=[398, 1866, 548, 1882]
booth-organiser: ச.தேவேந்திரன், 4/272, காந்தி நகர், செல்லரப்பட்டி, திருப்பத்தூர். bbox=[141, 1703, 364, 1737]
booth-number: பாகம் – 215 : bbox=[58, 1743, 138, 1777]
role-label: அமைப்பாளர் : bbox=[58, 1215, 165, 1231]
role-label: அமைப்பாளர் : bbox=[1075, 1703, 1247, 1719]
panchayat-banner: குனிச்சி ஊராட்சி bbox=[1162, 1359, 1308, 1383]
member-paragraph: துணை அமைப்பாளர்கள் : (1) சீ.சதீஷ், ஆட்டக்கொட்டாய், செவ்வாத்தூர், திருப்பத்தூர். (2) கா.திருப்பதி, சாமனங்குட்டை, செவ்வாத்தூர், திருப்பத்தூர். (3) ரா.விக்கி, பெரியார் நகர், செவ்வாத்தூர், திருப்பத்தூர். bbox=[736, 190, 1056, 278]
branch-heading: பைக்காமேடு கிளை bbox=[148, 2386, 287, 2404]
member-paragraph: துணை அமைப்பாளர்கள் : (1) து.முனிசாமி, புலிக்குட்டை, ஆதியூர், திருப்பத்தூர். (2) ரா.சீனிவாசன், நகலம்மன் கோயில் தெரு, புலிக்குட்டை, ஆதியூர், திருப்பத்தூர். (3) சி.திலீஷ், கீழ் வட்டம், புலிக்குட்டை, ஆதியூர், திருப்பத்தூர். bbox=[736, 1232, 1056, 1320]
booth-number: பாகம் – 214 : bbox=[58, 1703, 138, 1737]
member-paragraph: அமைப்பாளர் : கா.கோகுலன், சின்ன குனிச்சி, திருப்பத்தூர். bbox=[1075, 1559, 1394, 1592]
booth-organiser: ச.சாந்தகுமார், 250, அண்ணா நகர், ஆதியூர், திருப்பத்தூர். bbox=[1158, 1237, 1377, 1271]
role-label: அமைப்பாளர் : bbox=[1075, 1866, 1208, 1882]
member-paragraph: அமைப்பாளர் : பூ.சிவா, ஆ.பள்ளிப்பட்டு, ஆதியூர், திருப்பத்தூர். bbox=[736, 864, 1056, 898]
role-label: அமைப்பாளர் : bbox=[1075, 2354, 1205, 2370]
member-paragraph: அமைப்பாளர் : ஆ.மணிபாரதி, செவ்வாத்தூர், திருப்பத்தூர். bbox=[398, 2173, 717, 2207]
branch-heading: பெரியார் நகர் கிளை bbox=[823, 125, 970, 143]
booth-organiser: கி.அன்பு, 5/126, ஆத்துமேடு, ஆதியூர், திருப்பத்தூர். bbox=[1158, 1197, 1347, 1231]
member-paragraph: அமைப்பாளர் : ச.தேவராஜ், 269, வேலு வட்டம், எலவம்பட்டி, திருப்பத்தூர். bbox=[58, 1215, 377, 1249]
role-label: அமைப்பாளர் : bbox=[398, 618, 521, 634]
member-paragraph: அமைப்பாளர் : சி.லோகேஷ், 307, எலவம்பட்டி, திருப்பத்தூர். bbox=[58, 401, 377, 435]
member-paragraph: துணை அமைப்பாளர்கள் : (1) ந.திருவரசன், மாரியம்மன் கோயில் தெரு, ஆதியூர், திருப்பத்தூர். (2) க.சூரசன், மாரியம்மன் கோயில் தெரு, ஆதியூர், திருப்பத்தூர். (3) பரமணா, மாரியம்மன் கோயில் தெரு, ஆதியூர், திருப்பத்தூர். bbox=[736, 1539, 1056, 1627]
panchayat-banner: ஆதியூர் ஊராட்சி bbox=[822, 646, 970, 670]
member-paragraph: அமைப்பாளர் : வீ.வசந்த குமார், புதூர் அம்மன்புரம், செவ்வாத்தூர், திருப்பத்தூர். bbox=[398, 962, 717, 996]
member-paragraph: அமைப்பாளர் : சி.கோகுல், சாமனங்குட்டை, செவ்வாத்தூர், திருப்பத்தூர். bbox=[398, 781, 717, 815]
role-label: துணை அமைப்பாளர்கள் : bbox=[58, 1095, 234, 1110]
role-label: துணை அமைப்பாளர்கள் : bbox=[736, 1395, 910, 1410]
role-label: துணை அமைப்பாளர்கள் : bbox=[58, 1257, 243, 1273]
member-paragraph: அமைப்பாளர் : கோ.சிலம்பரசன், விநாயகபுரம், ஆதியூர், திருப்பத்தூர். bbox=[1075, 636, 1394, 670]
booth-number: பாகம் – 216 : bbox=[58, 1783, 138, 1817]
role-label: துணை அமைப்பாளர்கள் : bbox=[398, 661, 587, 676]
member-paragraph: அமைப்பாளர் : சீ.விக்னேஷ், சாமனங்குட்டை, செவ்வாத்தூர், திருப்பத்தூர். bbox=[736, 148, 1056, 182]
booth-organiser: ச.திருமுருகன், 1/55, எலவம்பட்டி, ஆதியூர், திருப்பத்தூர். bbox=[141, 1783, 360, 1817]
column-3 bbox=[736, 117, 1056, 2549]
booth-entry bbox=[58, 1702, 377, 1738]
branch-heading: மக்களாபட்டி வட்டம் கிளை bbox=[119, 1897, 316, 1915]
